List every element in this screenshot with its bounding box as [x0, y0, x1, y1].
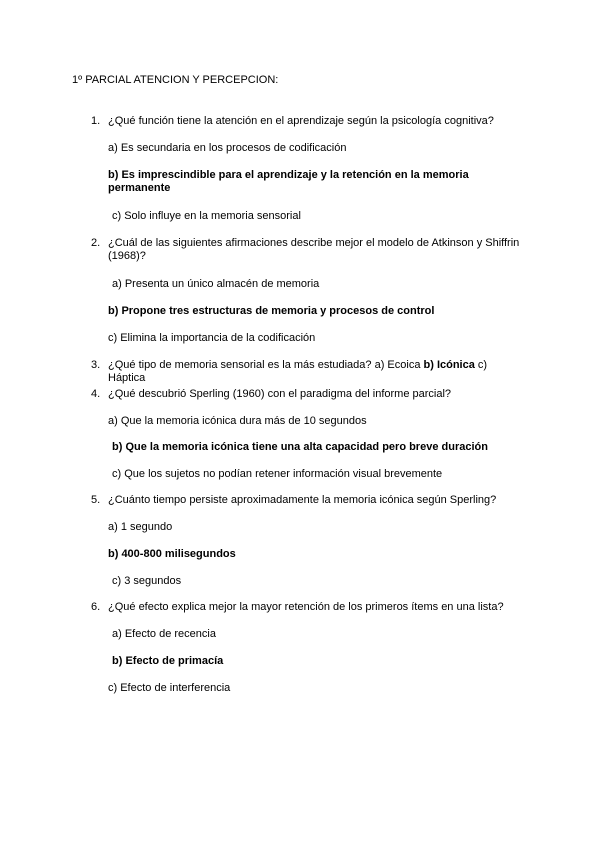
- question-number: 5.: [91, 494, 101, 506]
- option-b-correct: b) Que la memoria icónica tiene una alta capacidad pero breve duración: [112, 441, 488, 453]
- question-text: ¿Qué descubrió Sperling (1960) con el paradigma del informe parcial?: [108, 388, 452, 400]
- question-text: ¿Qué tipo de memoria sensorial es la más estudiada? a) Ecoica: [108, 359, 421, 371]
- question-text: ¿Qué función tiene la atención en el aprendizaje según la psicología cognitiva?: [108, 115, 494, 127]
- question-number: 1.: [91, 115, 101, 127]
- option-a: a) Efecto de recencia: [112, 628, 216, 640]
- option-a: a) Es secundaria en los procesos de codificación: [108, 142, 347, 154]
- option-c: c) Efecto de interferencia: [108, 682, 231, 694]
- question-text: ¿Cuánto tiempo persiste aproximadamente la memoria icónica según Sperling?: [108, 494, 497, 506]
- question-text-line2: Háptica: [108, 372, 146, 384]
- option-a: a) 1 segundo: [108, 521, 173, 533]
- question-number: 4.: [91, 388, 101, 400]
- question-text: ¿Cuál de las siguientes afirmaciones describe mejor el modelo de Atkinson y Shiffrin (1968)?: [108, 237, 520, 262]
- option-b-correct: b) Efecto de primacía: [112, 655, 224, 667]
- question-text-inline: [108, 359, 487, 372]
- option-c: c) Que los sujetos no podían retener información visual brevemente: [112, 468, 443, 480]
- option-b-correct: b) Propone tres estructuras de memoria y procesos de control: [108, 305, 435, 317]
- question-text: ¿Qué efecto explica mejor la mayor retención de los primeros ítems en una lista?: [108, 601, 504, 613]
- question-text-after: c): [477, 359, 488, 371]
- question-number: 6.: [91, 601, 101, 613]
- option-a: a) Que la memoria icónica dura más de 10 segundos: [108, 415, 367, 427]
- option-c: c) 3 segundos: [112, 575, 182, 587]
- option-a: a) Presenta un único almacén de memoria: [112, 278, 320, 290]
- option-c: c) Solo influye en la memoria sensorial: [112, 210, 301, 222]
- question-number: 2.: [91, 237, 101, 249]
- question-number: 3.: [91, 359, 101, 371]
- option-b-correct: b) Es imprescindible para el aprendizaje y la retención en la memoria permanente: [108, 169, 469, 194]
- option-c: c) Elimina la importancia de la codificación: [108, 332, 316, 344]
- page-title: 1º PARCIAL ATENCION Y PERCEPCION:: [72, 74, 279, 86]
- option-b-correct: b) 400-800 milisegundos: [108, 548, 236, 560]
- correct-answer: b) Icónica: [423, 359, 475, 371]
